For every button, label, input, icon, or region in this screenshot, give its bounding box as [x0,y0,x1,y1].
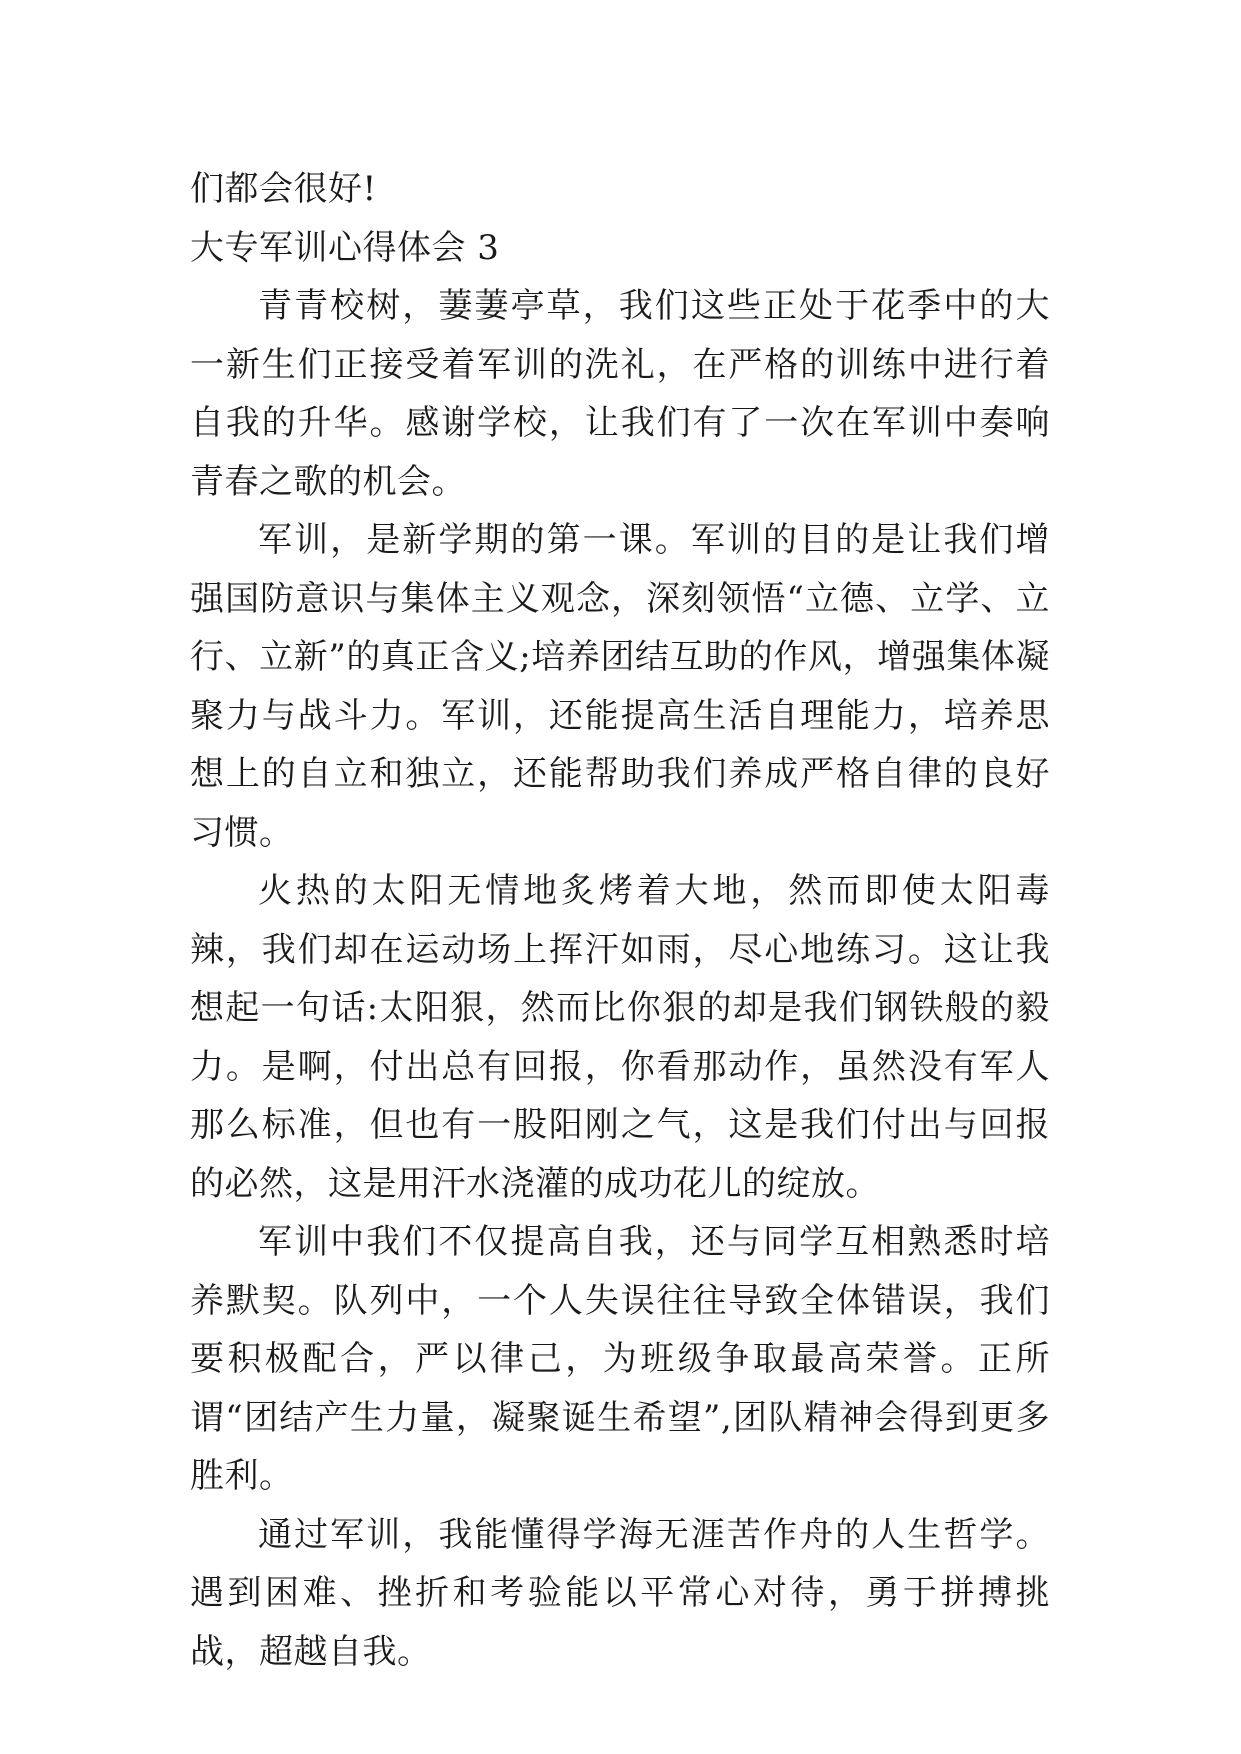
paragraph-4: 军训中我们不仅提高自我，还与同学互相熟悉时培养默契。队列中，一个人失误往往导致全体错误，我们要积极配合，严以律己，为班级争取最高荣誉。正所谓“团结产生力量，凝聚诞生希望”,团队精神会得到更多胜利。 [190,1222,1050,1496]
continuation-line: 们都会很好! [190,169,377,209]
paragraph-5: 通过军训，我能懂得学海无涯苦作舟的人生哲学。遇到困难、挫折和考验能以平常心对待，勇于拼搏挑战，超越自我。 [190,1514,1050,1672]
document-body [190,160,1050,1681]
paragraph-1: 青青校树，萋萋亭草，我们这些正处于花季中的大一新生们正接受着军训的洗礼，在严格的训练中进行着自我的升华。感谢学校，让我们有了一次在军训中奏响青春之歌的机会。 [190,286,1050,502]
paragraph-3: 火热的太阳无情地炙烤着大地，然而即使太阳毒辣，我们却在运动场上挥汗如雨，尽心地练习。这让我想起一句话:太阳狠，然而比你狠的却是我们钢铁般的毅力。是啊，付出总有回报，你看那动作，虽然没有军人那么标准，但也有一股阳刚之气，这是我们付出与回报的必然，这是用汗水浇灌的成功花儿的绽放。 [190,871,1050,1204]
section-heading: 大专军训心得体会 3 [190,227,500,268]
paragraph-2: 军训，是新学期的第一课。军训的目的是让我们增强国防意识与集体主义观念，深刻领悟“立德、立学、立行、立新”的真正含义;培养团结互助的作风，增强集体凝聚力与战斗力。军训，还能提高生活自理能力，培养思想上的自立和独立，还能帮助我们养成严格自律的良好习惯。 [190,520,1050,853]
